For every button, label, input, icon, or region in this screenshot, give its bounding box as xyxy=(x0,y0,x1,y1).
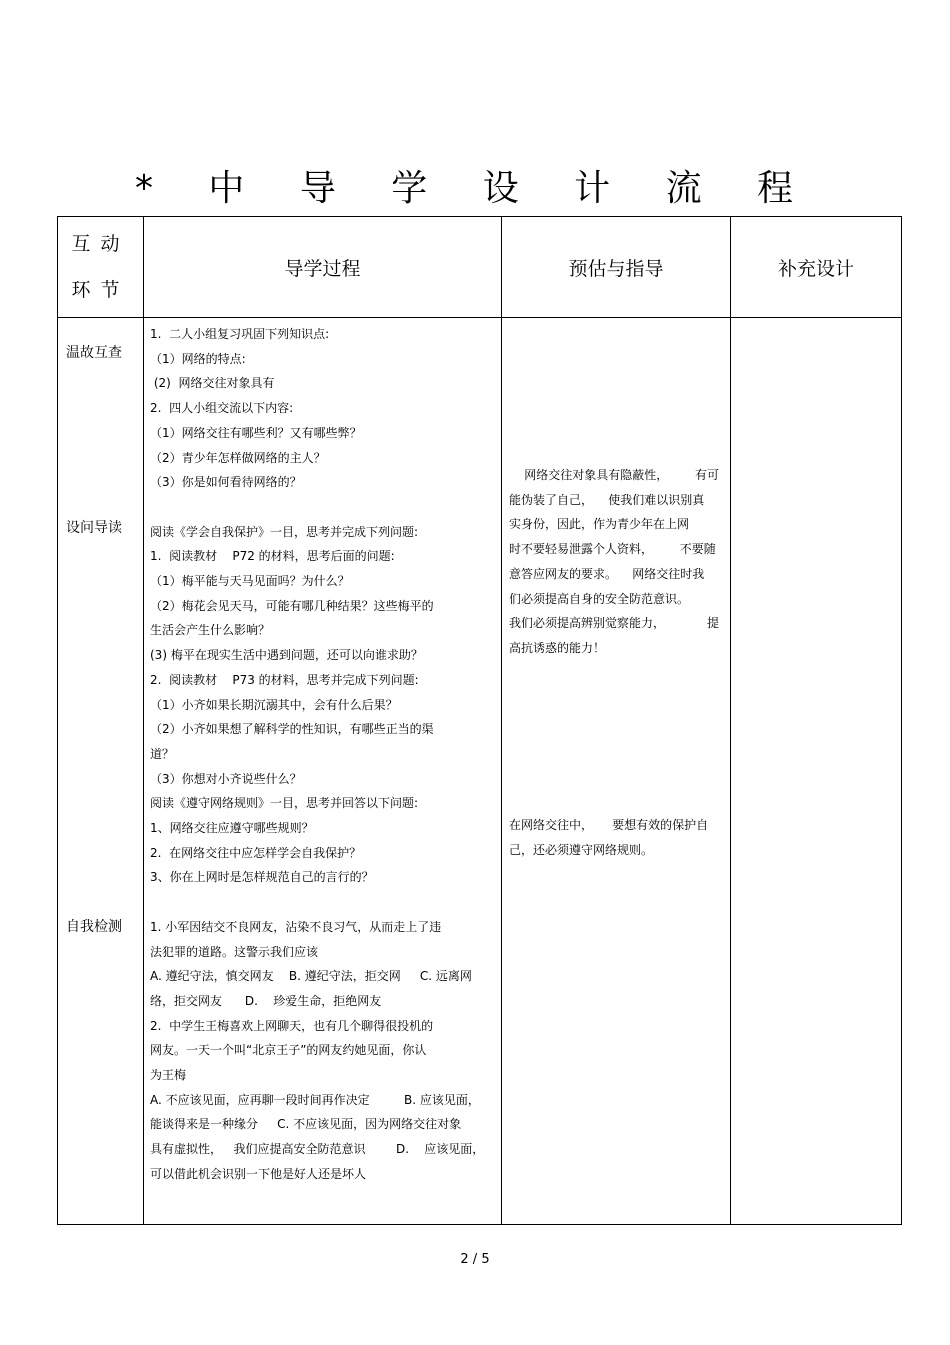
text-line: A. 不应该见面，应再聊一段时间再作决定 B. 应该见面， xyxy=(150,1092,480,1107)
section-selftest: 自我检测 xyxy=(66,919,122,935)
text-line: 2. 在网络交往中应怎样学会自我保护？ xyxy=(150,845,362,860)
text-line: （2）梅花会见天马，可能有哪几种结果？这些梅平的 xyxy=(150,598,434,613)
header-guidance: 预估与指导 xyxy=(568,257,664,280)
text-line: 具有虚拟性， 我们应提高安全防范意识 D. 应该见面， xyxy=(150,1142,485,1157)
text-line: （3）你想对小齐说些什么？ xyxy=(150,771,302,786)
text-line: （1）小齐如果长期沉溺其中，会有什么后果？ xyxy=(150,697,398,712)
page-title: * 中 导 学 设 计 流 程 xyxy=(134,168,816,209)
text-line: （1）梅平能与天马见面吗？为什么？ xyxy=(150,574,350,589)
header-process: 导学过程 xyxy=(284,257,361,280)
text-line: 1. 小军因结交不良网友，沾染不良习气，从而走上了违 xyxy=(150,919,442,934)
text-line: 络，拒交网友 D. 珍爱生命，拒绝网友 xyxy=(150,993,382,1008)
blank-line xyxy=(150,890,495,915)
header-line: 环节 xyxy=(71,279,130,301)
text-line: 生活会产生什么影响？ xyxy=(150,623,271,638)
blank-line xyxy=(150,495,495,520)
text-line: 3、你在上网时是怎样规范自己的言行的？ xyxy=(150,870,374,885)
page-number: 2 / 5 xyxy=(460,1252,490,1267)
text-line: 可以借此机会识别一下他是好人还是坏人 xyxy=(150,1166,367,1181)
process-column xyxy=(150,322,495,1187)
design-table xyxy=(57,216,902,1225)
text-line: 1. 二人小组复习巩固下列知识点: xyxy=(150,327,330,341)
header-interaction-stage xyxy=(58,217,143,317)
text-line: （2）小齐如果想了解科学的性知识，有哪些正当的渠 xyxy=(150,722,434,737)
text-line: 1. 阅读教材 P72 的材料，思考后面的问题: xyxy=(150,549,395,564)
text-line: 高抗诱惑的能力！ xyxy=(509,640,606,655)
text-line: 2. 四人小组交流以下内容: xyxy=(150,401,294,416)
text-line: 实身份，因此，作为青少年在上网 xyxy=(509,517,690,532)
text-line: （1）网络的特点: xyxy=(150,351,246,366)
text-line: 阅读《遵守网络规则》一目，思考并回答以下问题: xyxy=(150,796,419,811)
section-question: 设问导读 xyxy=(66,520,122,536)
header-divider xyxy=(58,317,901,318)
header-line: 互动 xyxy=(71,233,130,255)
text-line: 意答应网友的要求。 网络交往时我 xyxy=(509,566,705,581)
text-line: 为王梅 xyxy=(150,1068,187,1083)
text-line: 们必须提高自身的安全防范意识。 xyxy=(509,591,690,606)
text-line: 2. 中学生王梅喜欢上网聊天，也有几个聊得很投机的 xyxy=(150,1018,434,1033)
text-line: 能谈得来是一种缘分 C. 不应该见面，因为网络交往对象 xyxy=(150,1117,462,1132)
section-review: 温故互查 xyxy=(66,345,122,361)
text-line: 法犯罪的道路。这警示我们应该 xyxy=(150,944,319,959)
text-line: (3) 梅平在现实生活中遇到问题，还可以向谁求助？ xyxy=(150,648,423,663)
guidance-block xyxy=(509,463,727,661)
text-line: (2) 网络交往对象具有 xyxy=(150,376,275,391)
text-line: 时不要轻易泄露个人资料， 不要随 xyxy=(509,542,716,557)
text-line: 己，还必须遵守网络规则。 xyxy=(509,842,654,857)
text-line: 阅读《学会自我保护》一目，思考并完成下列问题: xyxy=(150,524,419,539)
text-line: （1）网络交往有哪些利？又有哪些弊？ xyxy=(150,425,362,440)
text-line: （3）你是如何看待网络的？ xyxy=(150,475,302,490)
text-line: 在网络交往中， 要想有效的保护自 xyxy=(509,818,709,832)
text-line: （2）青少年怎样做网络的主人？ xyxy=(150,450,326,465)
text-line: 网友。一天一个叫“北京王子”的网友约她见面，你认 xyxy=(150,1043,427,1058)
column-divider xyxy=(501,217,502,1224)
text-line: 网络交往对象具有隐蔽性， 有可 xyxy=(509,468,719,482)
header-supplement: 补充设计 xyxy=(777,257,854,280)
guidance-block xyxy=(509,813,727,862)
text-line: 我们必须提高辨别觉察能力， 提 xyxy=(509,616,719,631)
column-divider xyxy=(730,217,731,1224)
text-line: 道？ xyxy=(150,746,175,761)
text-line: 1、网络交往应遵守哪些规则？ xyxy=(150,821,314,836)
text-line: 能伪装了自己， 使我们难以识别真 xyxy=(509,492,705,507)
column-divider xyxy=(143,217,144,1224)
text-line: 2. 阅读教材 P73 的材料，思考并完成下列问题: xyxy=(150,672,419,687)
text-line: A. 遵纪守法，慎交网友 B. 遵纪守法，拒交网 C. 远离网 xyxy=(150,969,472,984)
